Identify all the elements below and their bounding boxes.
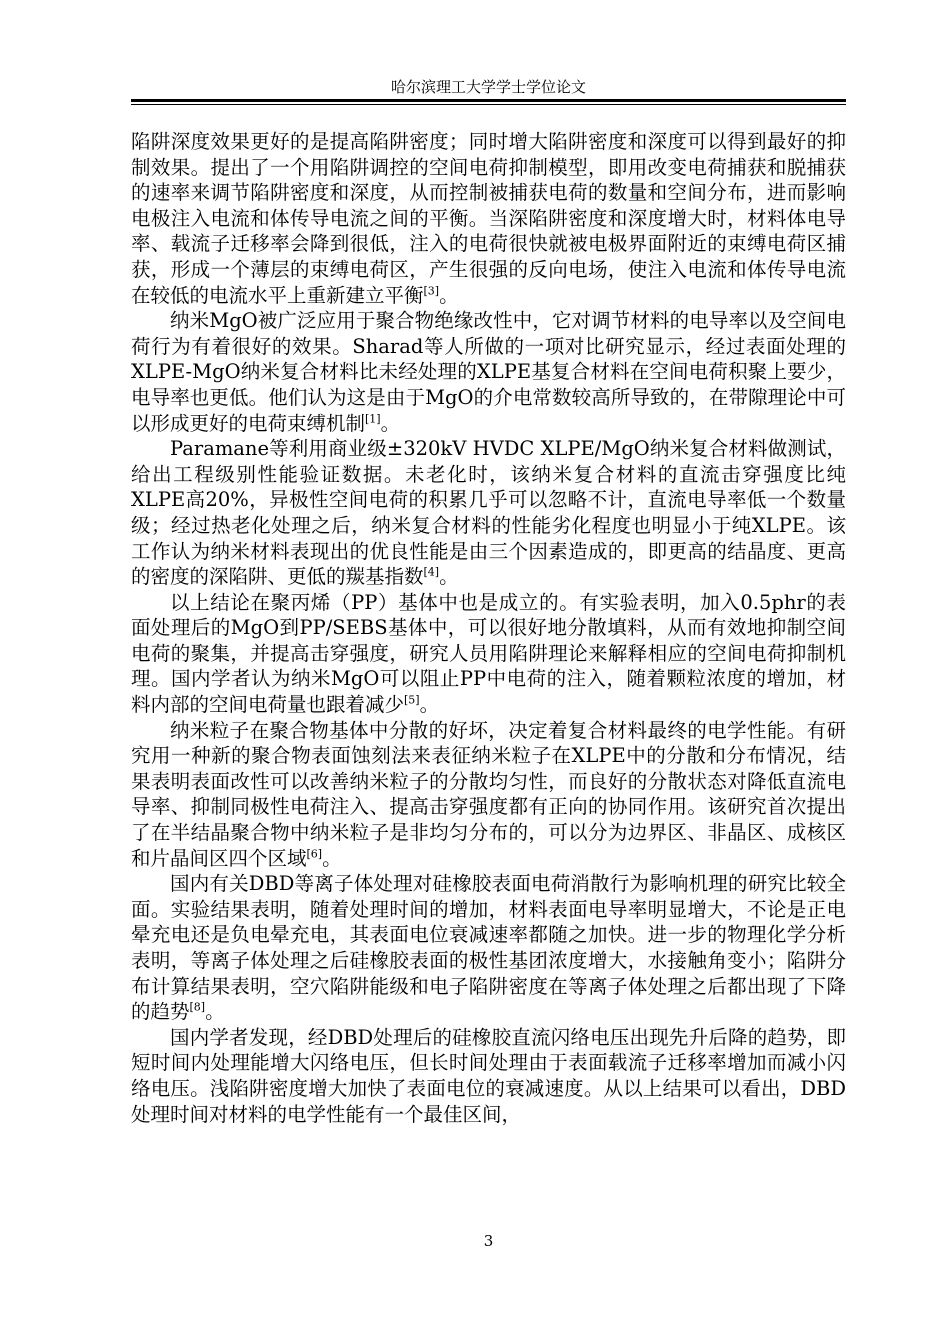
- citation-ref: [1]: [365, 412, 381, 426]
- citation-ref: [5]: [404, 693, 420, 707]
- body-paragraph: [131, 436, 846, 590]
- paragraph-text: Paramane等利用商业级±320kV HVDC XLPE/MgO纳米复合材料做测试，给出工程级别性能验证数据。未老化时，该纳米复合材料的直流击穿强度比纯XLPE高20%，异极性空间电荷的积累几乎可以忽略不计，直流电导率低一个数量级；经过热老化处理之后，纳米复合材料的性能劣化程度也明显小于纯XLPE。该工作认为纳米材料表现出的优良性能是由三个因素造成的，即更高的结晶度、更高的密度的深陷阱、更低的羰基指数: [131, 437, 846, 589]
- paragraph-text: 纳米MgO被广泛应用于聚合物绝缘改性中，它对调节材料的电导率以及空间电荷行为有着很好的效果。Sharad等人所做的一项对比研究显示，经过表面处理的XLPE-MgO纳米复合材料比未经处理的XLPE基复合材料在空间电荷积聚上要少，电导率也更低。他们认为这是由于MgO的介电常数较高所导致的，在带隙理论中可以形成更好的电荷束缚机制: [131, 309, 846, 435]
- citation-ref: [4]: [423, 565, 440, 579]
- page-number: 3: [483, 1232, 494, 1250]
- header-rule-thick: [131, 99, 846, 102]
- body-paragraph: [131, 129, 846, 308]
- body-paragraph: [131, 1025, 846, 1127]
- body-text: [131, 129, 846, 1127]
- paragraph-text: 。: [439, 283, 459, 307]
- citation-ref: [3]: [423, 284, 440, 298]
- paragraph-text: 纳米粒子在聚合物基体中分散的好坏，决定着复合材料最终的电学性能。有研究用一种新的聚合物表面蚀刻法来表征纳米粒子在XLPE中的分散和分布情况，结果表明表面改性可以改善纳米粒子的分散均匀性，而良好的分散状态对降低直流电导率、抑制同极性电荷注入、提高击穿强度都有正向的协同作用。该研究首次提出了在半结晶聚合物中纳米粒子是非均匀分布的，可以分为边界区、非晶区、成核区和片晶间区四个区域: [131, 718, 846, 870]
- paragraph-text: 以上结论在聚丙烯（PP）基体中也是成立的。有实验表明，加入0.5phr的表面处理后的MgO到PP/SEBS基体中，可以很好地分散填料，从而有效地抑制空间电荷的聚集，并提高击穿强度，研究人员用陷阱理论来解释相应的空间电荷抑制机理。国内学者认为纳米MgO可以阻止PP中电荷的注入，随着颗粒浓度的增加，材料内部的空间电荷量也跟着减少: [131, 590, 846, 717]
- body-paragraph: [131, 308, 846, 436]
- header-rule-thin: [131, 104, 846, 105]
- paragraph-text: 陷阱深度效果更好的是提高陷阱密度；同时增大陷阱密度和深度可以得到最好的抑制效果。提出了一个用陷阱调控的空间电荷抑制模型，即用改变电荷捕获和脱捕获的速率来调节陷阱密度和深度，从而控制被捕获电荷的数量和空间分布，进而影响电极注入电流和体传导电流之间的平衡。当深陷阱密度和深度增大时，材料体电导率、载流子迁移率会降到很低，注入的电荷很快就被电极界面附近的束缚电荷区捕获，形成一个薄层的束缚电荷区，产生很强的反向电场，使注入电流和体传导电流在较低的电流水平上重新建立平衡: [131, 130, 846, 307]
- body-paragraph: [131, 590, 846, 718]
- body-paragraph: [131, 871, 846, 1025]
- paragraph-text: 国内学者发现，经DBD处理后的硅橡胶直流闪络电压出现先升后降的趋势，即短时间内处理能增大闪络电压，但长时间处理由于表面载流子迁移率增加而减小闪络电压。浅陷阱密度增大加快了表面电位的衰减速度。从以上结果可以看出，DBD处理时间对材料的电学性能有一个最佳区间，: [131, 1025, 846, 1126]
- paragraph-text: 。: [322, 846, 342, 870]
- citation-ref: [6]: [306, 847, 323, 861]
- paragraph-text: 。: [439, 565, 459, 589]
- paragraph-text: 国内有关DBD等离子体处理对硅橡胶表面电荷消散行为影响机理的研究比较全面。实验结果表明，随着处理时间的增加，材料表面电导率明显增大，不论是正电晕充电还是负电晕充电，其表面电位衰减速率都随之加快。进一步的物理化学分析表明，等离子体处理之后硅橡胶表面的极性基团浓度增大，水接触角变小；陷阱分布计算结果表明，空穴陷阱能级和电子陷阱密度在等离子体处理之后都出现了下降的趋势: [131, 872, 846, 1024]
- paragraph-text: 。: [380, 411, 401, 435]
- running-header: 哈尔滨理工大学学士学位论文: [390, 78, 586, 96]
- citation-ref: [8]: [189, 1000, 206, 1014]
- paragraph-text: 。: [419, 693, 440, 717]
- paragraph-text: 。: [205, 1000, 225, 1024]
- body-paragraph: [131, 718, 846, 872]
